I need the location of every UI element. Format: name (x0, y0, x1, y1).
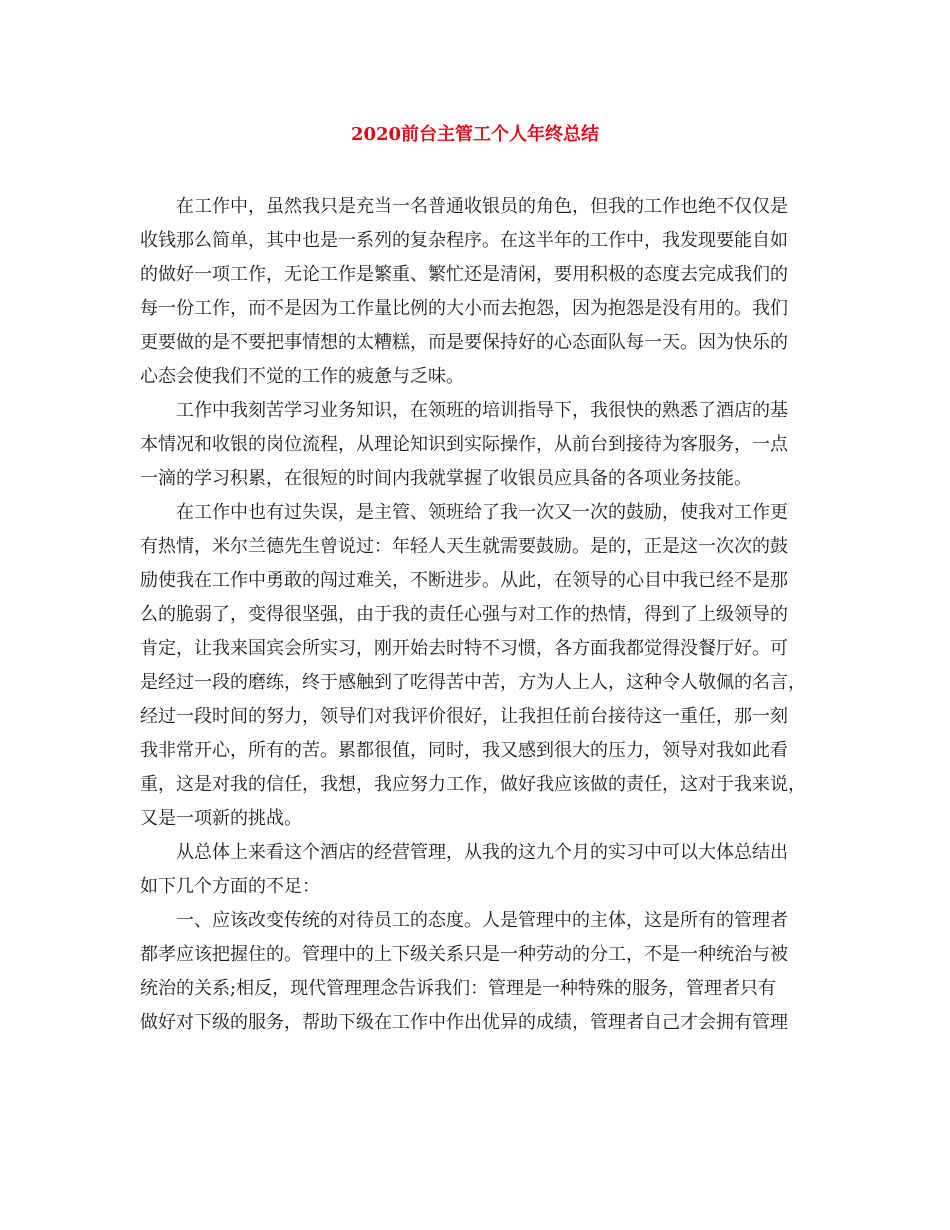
text-line: 有热情，米尔兰德先生曾说过：年轻人天生就需要鼓励。是的，正是这一次次的鼓 (140, 536, 788, 557)
text-line: 的做好一项工作，无论工作是繁重、繁忙还是清闲，要用积极的态度去完成我们的 (140, 264, 788, 285)
text-line: 每一份工作，而不是因为工作量比例的大小而去抱怨，因为抱怨是没有用的。我们 (140, 298, 788, 319)
text-line: 肯定，让我来国宾会所实习，刚开始去时特不习惯，各方面我都觉得没餐厅好。可 (140, 638, 788, 659)
text-line: 做好对下级的服务，帮助下级在工作中作出优异的成绩，管理者自己才会拥有管理 (140, 1012, 788, 1033)
text-line: 一、应该改变传统的对待员工的态度。人是管理中的主体，这是所有的管理者 (140, 910, 788, 931)
text-line: 么的脆弱了，变得很坚强，由于我的责任心强与对工作的热情，得到了上级领导的 (140, 604, 788, 625)
text-line: 在工作中也有过失误，是主管、领班给了我一次又一次的鼓励，使我对工作更 (140, 502, 788, 523)
text-line: 心态会使我们不觉的工作的疲惫与乏味。 (140, 366, 464, 387)
text-line: 如下几个方面的不足： (140, 876, 320, 897)
text-line: 经过一段时间的努力，领导们对我评价很好，让我担任前台接待这一重任，那一刻 (140, 706, 788, 727)
text-line: 是经过一段的磨练，终于感触到了吃得苦中苦，方为人上人，这种令人敬佩的名言， (140, 672, 806, 693)
text-line: 励使我在工作中勇敢的闯过难关，不断进步。从此，在领导的心目中我已经不是那 (140, 570, 788, 591)
document-title: 2020前台主管工个人年终总结 (350, 124, 600, 145)
text-line: 重，这是对我的信任，我想，我应努力工作，做好我应该做的责任，这对于我来说， (140, 774, 806, 795)
text-line: 本情况和收银的岗位流程，从理论知识到实际操作，从前台到接待为客服务，一点 (140, 434, 788, 455)
document-body (140, 190, 822, 1040)
text-line: 工作中我刻苦学习业务知识，在领班的培训指导下，我很快的熟悉了酒店的基 (140, 400, 788, 421)
text-line: 都孝应该把握住的。管理中的上下级关系只是一种劳动的分工，不是一种统治与被 (140, 944, 788, 965)
text-line: 收钱那么简单，其中也是一系列的复杂程序。在这半年的工作中，我发现要能自如 (140, 230, 788, 251)
text-line: 我非常开心，所有的苦。累都很值，同时，我又感到很大的压力，领导对我如此看 (140, 740, 788, 761)
text-line: 一滴的学习积累，在很短的时间内我就掌握了收银员应具备的各项业务技能。 (140, 468, 752, 489)
text-line: 从总体上来看这个酒店的经营管理，从我的这九个月的实习中可以大体总结出 (140, 842, 788, 863)
text-line: 又是一项新的挑战。 (140, 808, 302, 829)
text-line: 统治的关系;相反，现代管理理念告诉我们：管理是一种特殊的服务，管理者只有 (140, 978, 777, 999)
text-line: 更要做的是不要把事情想的太糟糕，而是要保持好的心态面队每一天。因为快乐的 (140, 332, 788, 353)
text-line: 在工作中，虽然我只是充当一名普通收银员的角色，但我的工作也绝不仅仅是 (140, 196, 788, 217)
